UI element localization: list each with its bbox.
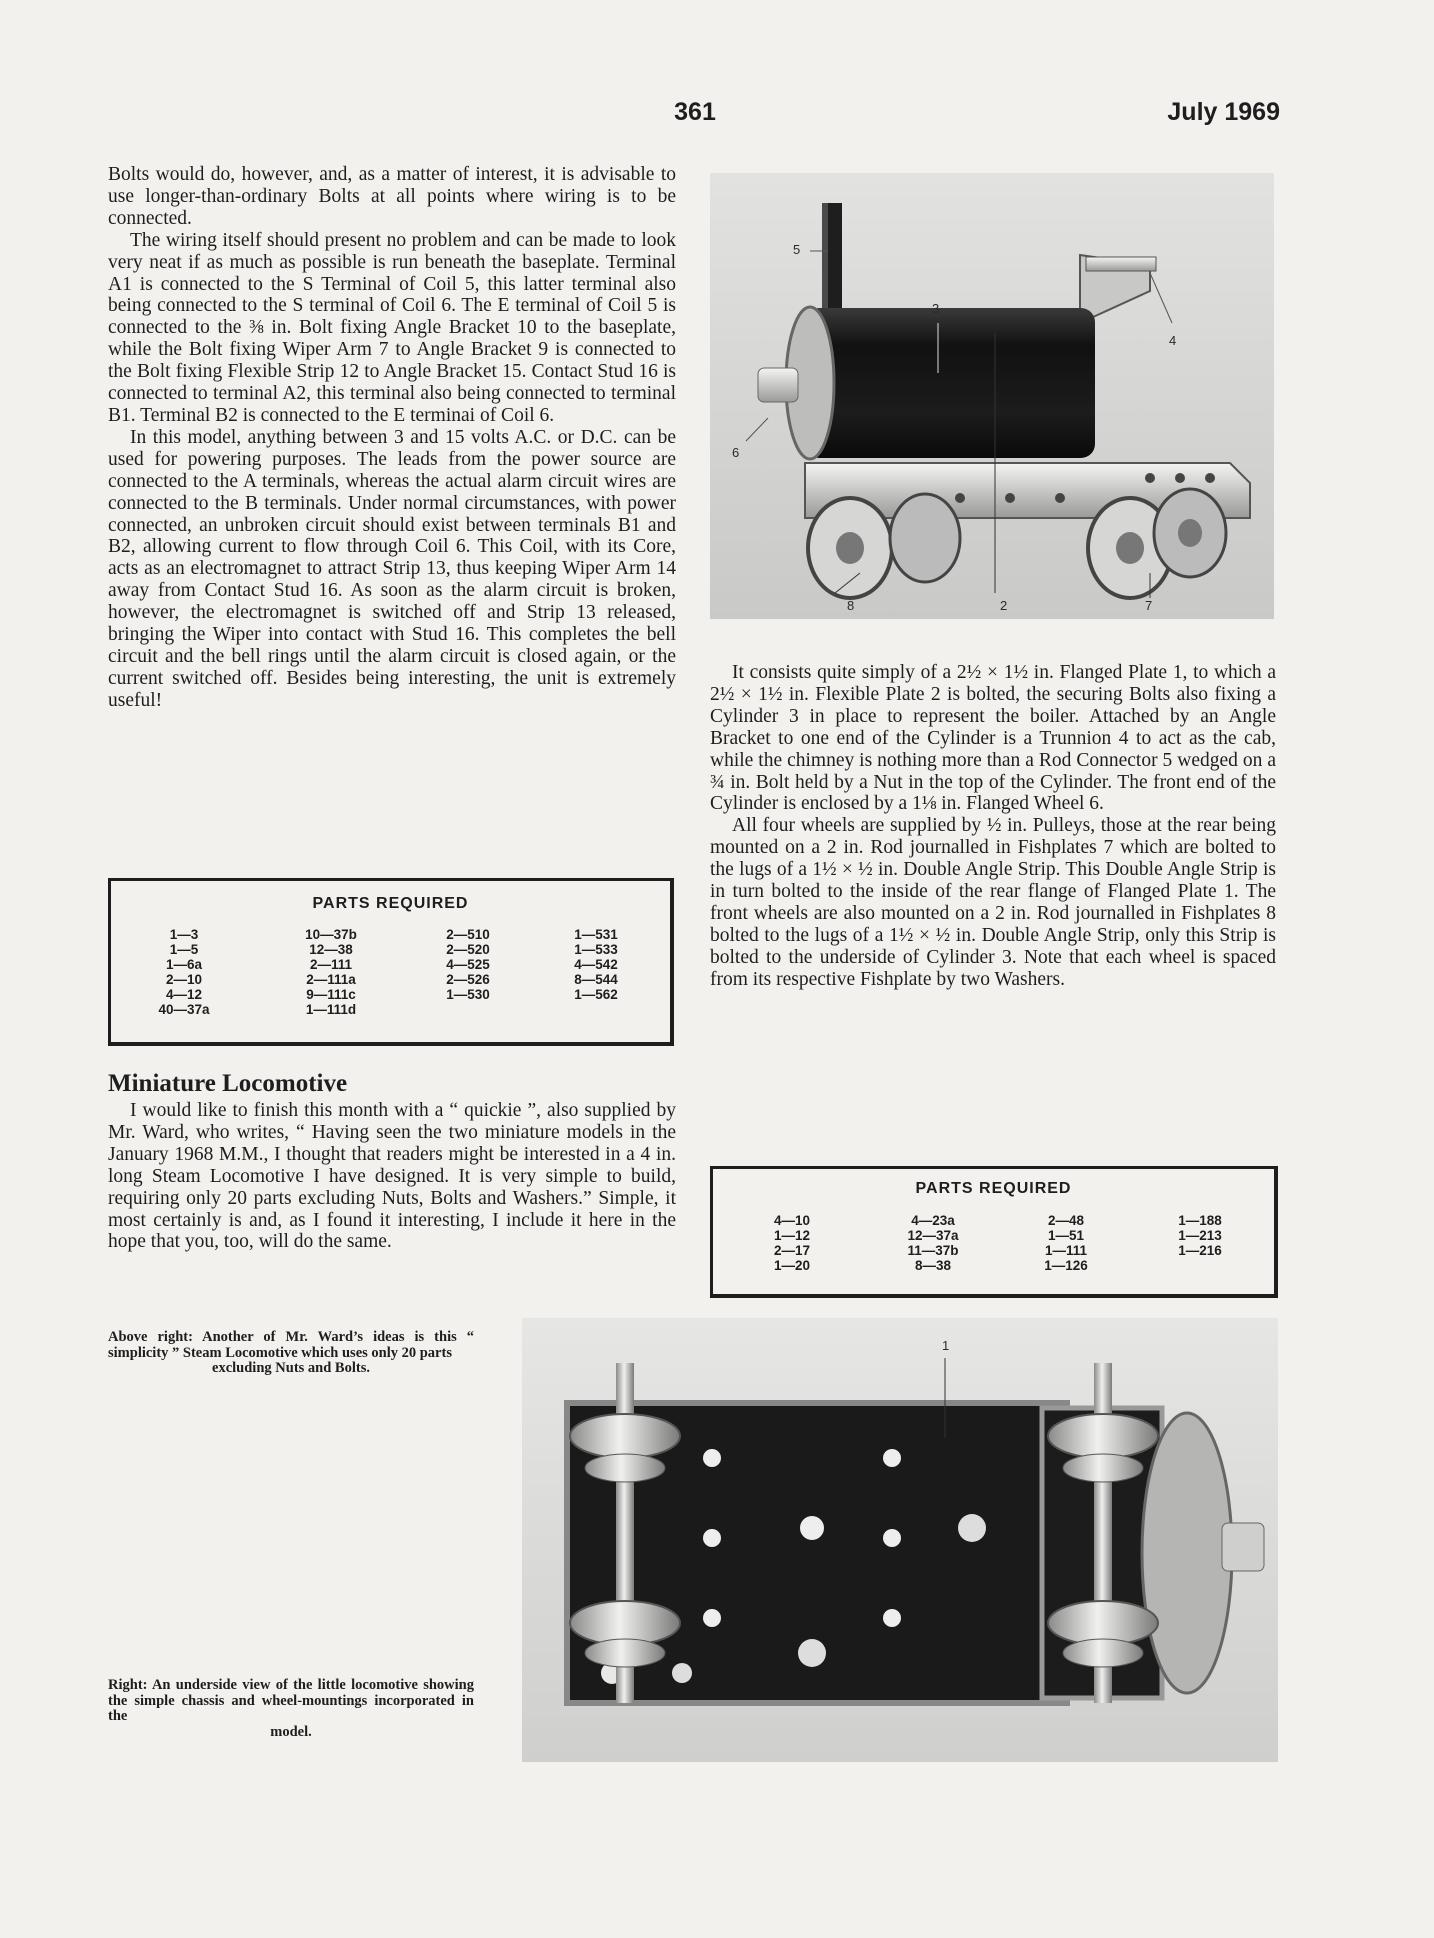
callout-label: 7: [1145, 598, 1153, 613]
part-entry: 9—111c: [306, 987, 356, 1002]
callout-label: 5: [793, 242, 801, 257]
part-entry: 8—38: [914, 1258, 952, 1273]
parts-required-box: [108, 878, 674, 1046]
paragraph: I would like to finish this month with a “ quickie ”, also supplied by Mr. Ward, who writes, “ Having seen the two miniature models in the January 1968 M.M., I thought that readers might be interested in a 4 in. long Steam Locomotive I have designed. It is very simple to build, requiring only 20 parts excluding Nuts, Bolts and Washers.” Simple, it most certainly is and, as I found it interesting, I include it here in the hope that you, too, will do the same.: [108, 1100, 676, 1253]
parts-column: [893, 1213, 973, 1273]
callout-label: 6: [732, 445, 740, 460]
paragraph: It consists quite simply of a 2½ × 1½ in. Flanged Plate 1, to which a 2½ × 1½ in. Flexible Plate 2 is bolted, the securing Bolts also fixing a Cylinder 3 in place to represent the boiler. Attached by an Angle Bracket to one end of the Cylinder is a Trunnion 4 to act as the cab, while the chimney is nothing more than a Rod Connector 5 wedged on a ¾ in. Bolt held by a Nut in the top of the Cylinder. The front end of the Cylinder is enclosed by a 1⅛ in. Flanged Wheel 6.: [710, 662, 1276, 815]
part-entry: 1—562: [574, 987, 618, 1002]
part-entry: 11—37b: [907, 1243, 959, 1258]
paragraph: Bolts would do, however, and, as a matter of interest, it is advisable to use longer-than-ordinary Bolts at all points where wiring is to be connected.: [108, 164, 676, 229]
part-entry: 1—20: [773, 1258, 811, 1273]
section-text: [108, 1100, 676, 1253]
part-entry: 1—533: [574, 942, 618, 957]
parts-column: [757, 1213, 827, 1273]
caption-text: model.: [270, 1723, 312, 1740]
callout-label: 2: [1000, 598, 1008, 613]
part-entry: 4—12: [165, 987, 203, 1002]
callout-label: 8: [847, 598, 855, 613]
caption-text: Above right: Another of Mr. Ward’s ideas is this “ simplicity ” Steam Locomotive which uses only 20 parts: [108, 1329, 474, 1361]
part-entry: 1—5: [169, 942, 199, 957]
part-entry: 1—6a: [165, 957, 203, 972]
part-entry: 1—530: [446, 987, 490, 1002]
left-column-text: [108, 164, 676, 712]
page-number: 361: [674, 98, 716, 126]
part-entry: 4—525: [446, 957, 490, 972]
part-entry: 4—542: [574, 957, 618, 972]
locomotive-illustration: [710, 173, 1274, 619]
section-heading: Miniature Locomotive: [108, 1070, 348, 1097]
parts-box-title: PARTS REQUIRED: [312, 895, 469, 912]
part-entry: 1—51: [1047, 1228, 1085, 1243]
part-entry: 1—188: [1178, 1213, 1222, 1228]
right-column-text: [710, 662, 1276, 991]
callout-label: 3: [932, 301, 940, 316]
part-entry: 40—37a: [158, 1002, 210, 1017]
part-entry: 2—526: [446, 972, 490, 987]
locomotive-photo: [710, 173, 1274, 619]
parts-column: [561, 927, 631, 1002]
parts-box-title: PARTS REQUIRED: [915, 1180, 1072, 1197]
caption-right: [108, 1678, 474, 1740]
caption-above-right: [108, 1330, 474, 1377]
part-entry: 1—111: [1044, 1243, 1088, 1258]
parts-column: [149, 927, 219, 1017]
part-entry: 2—48: [1047, 1213, 1085, 1228]
parts-column: [433, 927, 503, 1002]
paragraph: All four wheels are supplied by ½ in. Pulleys, those at the rear being mounted on a 2 in. Rod journalled in Fishplates 7 which are bolted to the lugs of a 1½ × ½ in. Double Angle Strip. This Double Angle Strip is in turn bolted to the inside of the rear flange of Flanged Plate 1. The front wheels are also mounted on a 2 in. Rod journalled in Fishplates 8 bolted to the lugs of a 1½ × ½ in. Double Angle Strip, only this Strip is bolted to the underside of Cylinder 3. Note that each wheel is spaced from its respective Fishplate by two Washers.: [710, 815, 1276, 990]
parts-column: [1031, 1213, 1101, 1273]
caption-text: excluding Nuts and Bolts.: [212, 1360, 370, 1377]
part-entry: 2—111: [309, 957, 353, 972]
part-entry: 8—544: [574, 972, 618, 987]
part-entry: 10—37b: [305, 927, 357, 942]
part-entry: 2—520: [446, 942, 490, 957]
caption-text: Right: An underside view of the little locomotive showing the simple chassis and wheel-mountings incorporated in the: [108, 1677, 474, 1725]
part-entry: 1—213: [1178, 1228, 1222, 1243]
part-entry: 12—38: [309, 942, 353, 957]
issue-date: July 1969: [1167, 98, 1280, 126]
parts-required-box: [710, 1166, 1278, 1298]
part-entry: 4—10: [773, 1213, 811, 1228]
part-entry: 4—23a: [911, 1213, 955, 1228]
part-entry: 1—111d: [305, 1002, 357, 1017]
part-entry: 1—3: [169, 927, 199, 942]
paragraph: The wiring itself should present no problem and can be made to look very neat if as much as possible is run beneath the baseplate. Terminal A1 is connected to the S Terminal of Coil 5, this latter terminal also being connected to the S terminal of Coil 6. The E terminal of Coil 5 is connected to the ⅜ in. Bolt fixing Angle Bracket 10 to the baseplate, while the Bolt fixing Wiper Arm 7 to Angle Bracket 9 is connected to the Bolt fixing Flexible Strip 12 to Angle Bracket 15. Contact Stud 16 is connected to terminal A2, this terminal also being connected to terminal B1. Terminal B2 is connected to the E terminai of Coil 6.: [108, 229, 676, 426]
part-entry: 1—12: [773, 1228, 811, 1243]
part-entry: 1—126: [1044, 1258, 1088, 1273]
paragraph: In this model, anything between 3 and 15 volts A.C. or D.C. can be used for powering purposes. The leads from the power source are connected to the A terminals, whereas the actual alarm circuit wires are connected to the B terminals. Under normal circumstances, with power connected, an unbroken circuit should exist between terminals B1 and B2, allowing current to flow through Coil 6. This Coil, with its Core, acts as an electromagnet to attract Strip 13, thus keeping Wiper Arm 14 away from Contact Stud 16. As soon as the alarm circuit is broken, however, the electromagnet is switched off and Strip 13 released, bringing the Wiper into contact with Stud 16. This completes the bell circuit and the bell rings until the alarm circuit is closed again, or the current switched off. Besides being interesting, the unit is extremely useful!: [108, 426, 676, 711]
part-entry: 2—17: [773, 1243, 811, 1258]
callout-label: 1: [942, 1338, 950, 1353]
chassis-photo: [522, 1318, 1278, 1762]
part-entry: 2—10: [165, 972, 203, 987]
part-entry: 1—216: [1178, 1243, 1222, 1258]
parts-column: [291, 927, 371, 1017]
callout-label: 4: [1169, 333, 1177, 348]
part-entry: 2—111a: [306, 972, 356, 987]
parts-column: [1165, 1213, 1235, 1258]
chassis-illustration: [522, 1318, 1278, 1762]
part-entry: 12—37a: [907, 1228, 959, 1243]
part-entry: 2—510: [446, 927, 490, 942]
part-entry: 1—531: [574, 927, 618, 942]
